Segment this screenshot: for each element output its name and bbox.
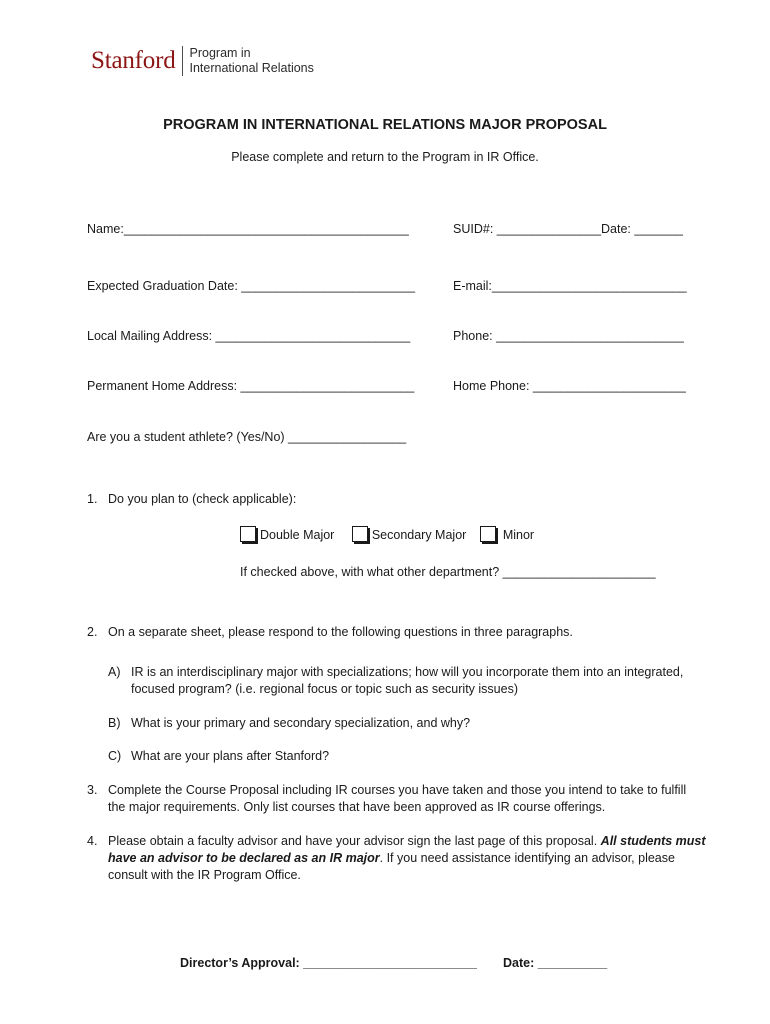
logo-line-2: International Relations [189, 61, 314, 75]
other-department-field[interactable]: If checked above, with what other department? ______________________ [240, 565, 656, 579]
secondary-major-label: Secondary Major [371, 528, 467, 542]
question-2b-label: B) [108, 716, 121, 730]
home-address-field[interactable]: Permanent Home Address: _________________________ [87, 379, 415, 393]
stanford-logo [91, 44, 314, 78]
question-2a-line-1: IR is an interdisciplinary major with specializations; how will you incorporate them into an integrated, [131, 665, 684, 679]
question-3 [87, 783, 686, 797]
question-4 [87, 834, 706, 848]
question-2a-line-2: focused program? (i.e. regional focus or topic such as security issues) [131, 682, 518, 696]
question-1-number: 1. [87, 492, 98, 506]
question-3-number: 3. [87, 783, 98, 797]
question-2b-text: What is your primary and secondary specialization, and why? [131, 716, 471, 730]
double-major-label: Double Major [260, 528, 335, 542]
double-major-checkbox[interactable] [240, 526, 256, 542]
option-double-major[interactable] [240, 526, 334, 542]
minor-label: Minor [502, 528, 535, 542]
minor-checkbox[interactable] [480, 526, 496, 542]
logo-divider [182, 46, 183, 76]
name-field[interactable]: Name:_________________________________________ [87, 222, 409, 236]
suid-field[interactable]: SUID#: _______________ [453, 222, 602, 236]
question-2-number: 2. [87, 625, 98, 639]
email-field[interactable]: E-mail:____________________________ [453, 279, 687, 293]
graduation-date-field[interactable]: Expected Graduation Date: _________________________ [87, 279, 416, 293]
major-options [240, 526, 534, 545]
question-2b [108, 716, 470, 730]
question-2 [87, 625, 573, 639]
logo-wordmark: Stanford [91, 47, 176, 74]
question-1 [87, 492, 296, 506]
phone-field[interactable]: Phone: ___________________________ [453, 329, 684, 343]
question-2c-text: What are your plans after Stanford? [131, 749, 330, 763]
option-secondary-major[interactable] [352, 526, 467, 542]
question-2c-label: C) [108, 749, 122, 763]
question-4-line-2 [108, 851, 675, 865]
question-3-line-2: the major requirements. Only list courses that have been approved as IR course offerings. [108, 800, 606, 814]
student-athlete-field[interactable]: Are you a student athlete? (Yes/No) _________________ [87, 430, 407, 444]
logo-program-name [190, 46, 314, 76]
question-1-text: Do you plan to (check applicable): [108, 492, 297, 506]
question-4-emphasis-1: All students must [600, 834, 706, 848]
option-minor[interactable] [480, 526, 534, 542]
question-4-emphasis-2: have an advisor to be declared as an IR major [108, 851, 380, 865]
secondary-major-checkbox[interactable] [352, 526, 368, 542]
question-2c [108, 749, 329, 763]
approval-date-field[interactable]: Date: __________ [503, 956, 608, 970]
question-3-line-1: Complete the Course Proposal including IR courses you have taken and those you intend to take to fulfill [108, 783, 687, 797]
question-4-number: 4. [87, 834, 98, 848]
question-4-line-3: consult with the IR Program Office. [108, 868, 301, 882]
question-2a [108, 665, 683, 679]
home-phone-field[interactable]: Home Phone: ______________________ [453, 379, 686, 393]
instructions: Please complete and return to the Program in IR Office. [231, 150, 539, 164]
question-2a-label: A) [108, 665, 121, 679]
question-2-text: On a separate sheet, please respond to the following questions in three paragraphs. [108, 625, 573, 639]
question-4-line-1: Please obtain a faculty advisor and have your advisor sign the last page of this proposal. [108, 834, 601, 848]
date-field[interactable]: Date: _______ [601, 222, 684, 236]
mailing-address-field[interactable]: Local Mailing Address: ____________________________ [87, 329, 411, 343]
page-title: PROGRAM IN INTERNATIONAL RELATIONS MAJOR PROPOSAL [163, 117, 607, 133]
logo-line-1: Program in [189, 46, 251, 60]
directors-approval-field[interactable]: Director’s Approval: _________________________ [180, 956, 477, 970]
question-4-line-2-text: . If you need assistance identifying an advisor, please [379, 851, 675, 865]
